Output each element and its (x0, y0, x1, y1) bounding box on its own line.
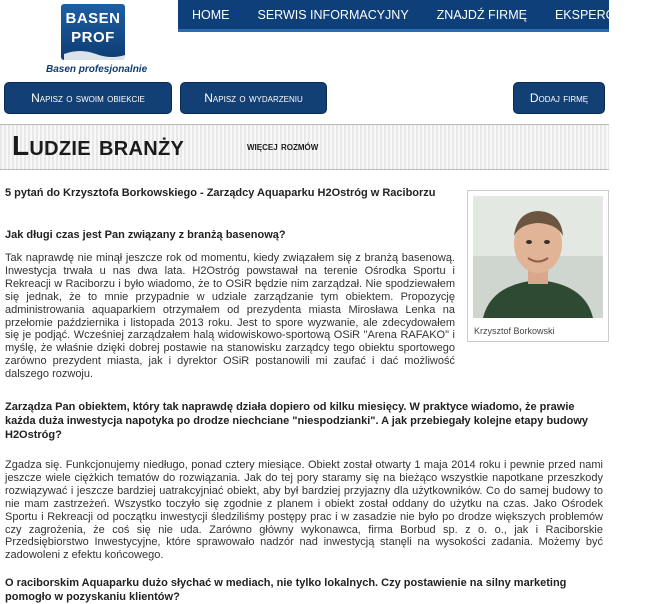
person-portrait-icon (473, 196, 603, 318)
article-title: 5 pytań do Krzysztofa Borkowskiego - Zarządcy Aquaparku H2Ostróg w Raciborzu (5, 187, 436, 199)
portrait-box (467, 190, 609, 342)
nav-home[interactable]: HOME (192, 7, 230, 22)
write-about-event-button[interactable]: Napisz o wydarzeniu (180, 82, 327, 114)
section-header (0, 124, 609, 170)
top-navigation (178, 0, 655, 32)
section-title: Ludzie branży (12, 130, 185, 161)
logo-line-2: PROF (71, 29, 115, 46)
question-2: Zarządza Pan obiektem, który tak naprawdę działa dopiero od kilku miesięcy. W praktyce wiadomo, że prawie każda duża inwestycja napotyka po drodze niechciane "niespodzianki". A jak przebiegały kolejne etapy budowy H2Ostróg? (5, 401, 588, 441)
more-interviews-link[interactable]: więcej rozmów (247, 139, 319, 153)
nav-news[interactable]: SERWIS INFORMACYJNY (257, 7, 409, 22)
question-1: Jak długi czas jest Pan związany z branżą basenową? (5, 229, 286, 241)
portrait-photo (473, 196, 603, 318)
site-logo[interactable] (46, 4, 168, 76)
write-about-facility-button[interactable]: Napisz o swoim obiekcie (4, 82, 172, 114)
nav-more[interactable]: S (646, 7, 655, 22)
nav-find-company[interactable]: ZNAJDŹ FIRMĘ (436, 7, 527, 22)
portrait-caption: Krzysztof Borkowski (474, 326, 555, 336)
add-company-button[interactable]: Dodaj firmę (513, 82, 605, 114)
logo-tagline: Basen profesjonalnie (46, 64, 148, 75)
answer-2: Zgadza się. Funkcjonujemy niedługo, ponad cztery miesiące. Obiekt został otwarty 1 maja 2014 roku i pewnie przed nami jeszcze wiele ciężkich tematów do rozwiązania. Jak do tej pory staramy się na bieżąco wszystkie napotkane przeszkody rozwiązywać i jeszcze bardziej uatrakcyjniać obiekt, aby był bardziej przyjazny dla użytkowników. Co do samej budowy to nie mam zastrzeżeń. Wszystko toczyło się zgodnie z planem i obiekt został oddany do użytku na czas. Jako Ośrodek Sportu i Rekreacji od początku inwestycji śledziliśmy postępy prac i w zasadzie nie było po drodze większych problemów czy zagrożenia, że coś się nie uda. Zarówno główny wykonawca, firma Borbud sp. z o. o., jak i Raciborskie Przedsiębiorstwo Inwestycyjne, które sprawowało nadzór nad inwestycją stanęli na wysokości zadania. Możemy być zadowoleni z efektu końcowego. (5, 459, 603, 562)
wave-icon (64, 48, 128, 60)
question-3: O raciborskim Aquaparku dużo słychać w mediach, nie tylko lokalnych. Czy postawienie na silny marketing pomogło w pozyskaniu klientów? (5, 577, 567, 603)
logo-badge (61, 4, 125, 60)
answer-1: Tak naprawdę nie minął jeszcze rok od momentu, kiedy związałem się z branżą basenową. Inwestycja trwała u nas dwa lata. H2Ostróg powstawał na terenie Ośrodka Sportu i Rekreacji w Raciborzu i było wiadomo, że to OSiR będzie nim zarządzał. Nie spodziewałem się jednak, że to mnie przypadnie w udziale zarządzanie tym obiektem. Propozycję administrowania aquaparkiem otrzymałem od prezydenta miasta Mirosława Lenka na przełomie października i listopada 2013 roku. Jest to spore wyzwanie, ale zdecydowałem się je podjąć. Wcześniej zarządzałem halą widowiskowo-sportową OSiR "Arena RAFAKO" i myślę, że właśnie dzięki dobrej postawie na stanowisku zarządcy tego obiektu sportowego zarówno prezydent miasta, jak i dyrektor OSiR postanowili mi zaufać i dać możliwość dalszego rozwoju. (5, 252, 455, 381)
nav-experts[interactable]: EKSPERCI (554, 7, 619, 22)
logo-line-1: BASEN (65, 10, 121, 27)
